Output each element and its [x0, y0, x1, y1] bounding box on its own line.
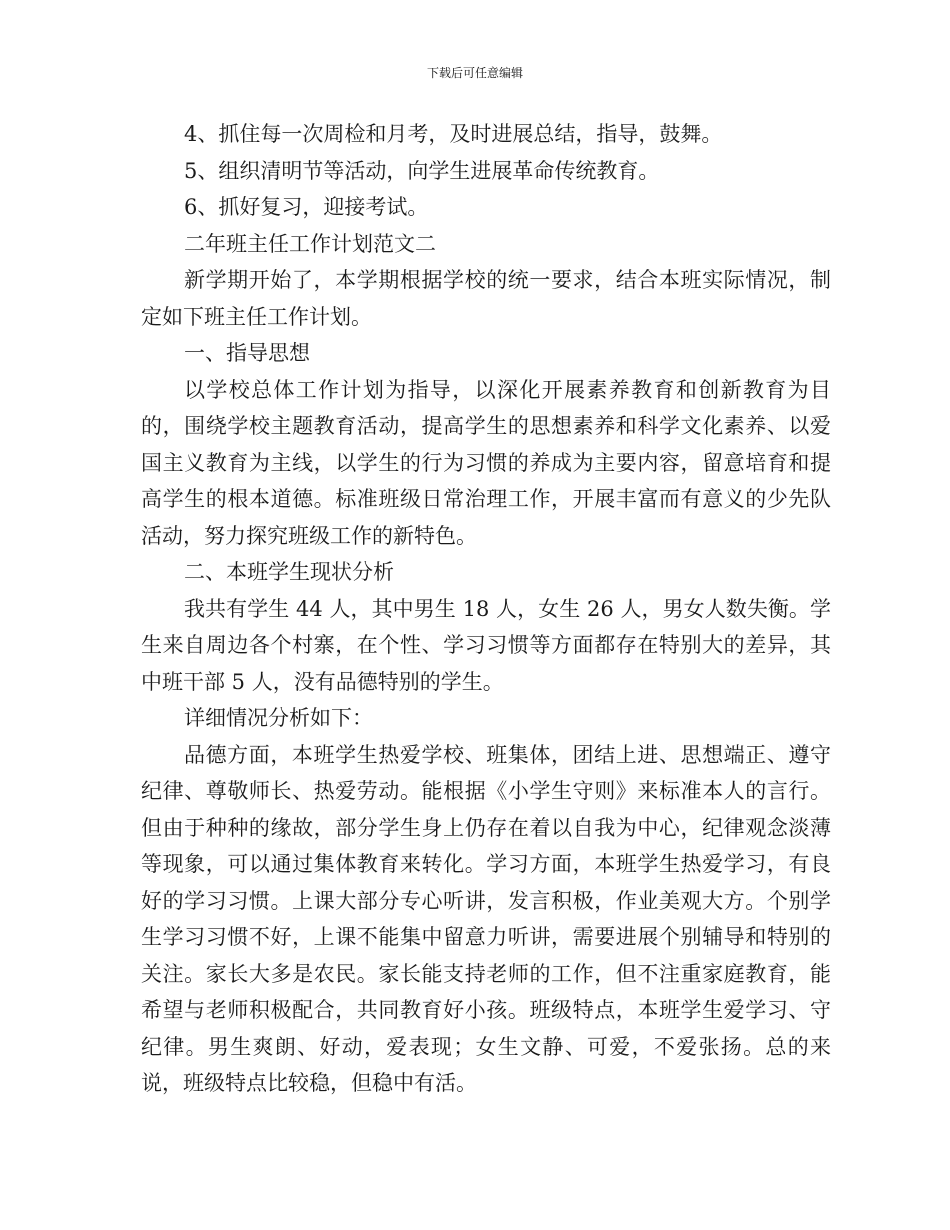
- class-stats-paragraph: 我共有学生 44 人，其中男生 18 人，女生 26 人，男女人数失衡。学生来自周边各个村寨，在个性、学习习惯等方面都存在特别大的差异，其中班干部 5 人，没有品德特别的学生。: [141, 596, 831, 694]
- section-title: 二年班主任工作计划范文二: [184, 231, 436, 256]
- intro-paragraph: 新学期开始了，本学期根据学校的统一要求，结合本班实际情况，制定如下班主任工作计划。: [141, 268, 831, 329]
- paragraph-item-5: 5、组织清明节等活动，向学生进展革命传统教育。: [184, 158, 660, 183]
- paragraph-item-6: 6、抓好复习，迎接考试。: [184, 195, 429, 219]
- heading-guiding-ideology: 一、指导思想: [184, 341, 310, 365]
- document-body: [141, 116, 831, 1102]
- heading-class-analysis: 二、本班学生现状分析: [184, 560, 394, 584]
- detail-analysis-paragraph: 品德方面，本班学生热爱学校、班集体，团结上进、思想端正、遵守纪律、尊敬师长、热爱劳动。能根据《小学生守则》来标准本人的言行。但由于种种的缘故，部分学生身上仍存在着以自我为中心，纪律观念淡薄等现象，可以通过集体教育来转化。学习方面，本班学生热爱学习，有良好的学习习惯。上课大部分专心听讲，发言积极，作业美观大方。个别学生学习习惯不好，上课不能集中留意力听讲，需要进展个别辅导和特别的关注。家长大多是农民。家长能支持老师的工作，但不注重家庭教育，能希望与老师积极配合，共同教育好小孩。班级特点，本班学生爱学习、守纪律。男生爽朗、好动，爱表现；女生文静、可爱，不爱张扬。总的来说，班级特点比较稳，但稳中有活。: [141, 742, 831, 1095]
- detail-intro: 详细情况分析如下：: [184, 706, 373, 730]
- paragraph-item-4: 4、抓住每一次周检和月考，及时进展总结，指导，鼓舞。: [184, 122, 723, 146]
- guiding-ideology-paragraph: 以学校总体工作计划为指导，以深化开展素养教育和创新教育为目的，围绕学校主题教育活动，提高学生的思想素养和科学文化素养、以爱国主义教育为主线，以学生的行为习惯的养成为主要内容，留意培育和提高学生的根本道德。标准班级日常治理工作，开展丰富而有意义的少先队活动，努力探究班级工作的新特色。: [141, 377, 831, 548]
- header-note: 下载后可任意编辑: [426, 66, 523, 80]
